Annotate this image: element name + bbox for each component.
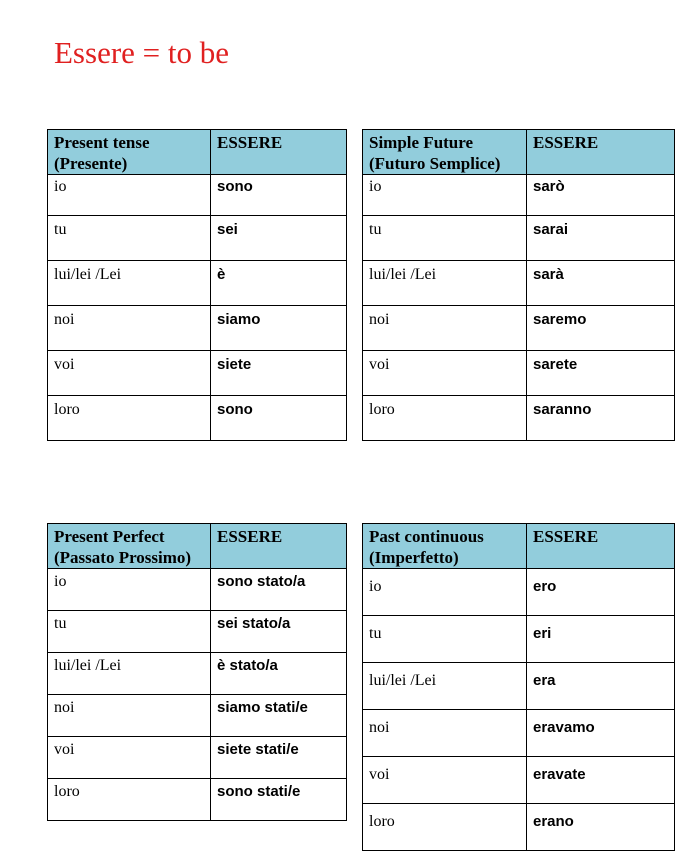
verb-form-cell: sono	[211, 396, 347, 441]
tense-name: Simple Future	[369, 133, 474, 152]
table-row	[363, 216, 675, 261]
table-row	[363, 175, 675, 216]
table-row	[363, 261, 675, 306]
verb-form-cell: eravamo	[527, 710, 675, 757]
verb-form-cell: sarai	[527, 216, 675, 261]
pronoun-cell: voi	[48, 737, 211, 779]
verb-form-cell: sono	[211, 175, 347, 216]
tense-italian-name: (Imperfetto)	[369, 548, 459, 567]
tense-header	[48, 524, 211, 569]
verb-form-cell: eravate	[527, 757, 675, 804]
table-row	[48, 653, 347, 695]
pronoun-cell: lui/lei /Lei	[48, 653, 211, 695]
past-continuous-table	[362, 523, 675, 851]
present-tense-table	[47, 129, 347, 441]
table-header-row	[48, 130, 347, 175]
tense-header	[363, 130, 527, 175]
table-header-row	[363, 524, 675, 569]
tense-italian-name: (Passato Prossimo)	[54, 548, 192, 567]
table-row	[48, 261, 347, 306]
table-row	[48, 216, 347, 261]
table-row	[48, 306, 347, 351]
verb-header: ESSERE	[527, 130, 675, 175]
verb-form-cell: eri	[527, 616, 675, 663]
pronoun-cell: lui/lei /Lei	[363, 261, 527, 306]
table-row	[48, 737, 347, 779]
table-row	[363, 804, 675, 851]
pronoun-cell: io	[48, 175, 211, 216]
pronoun-cell: loro	[48, 779, 211, 821]
verb-form-cell: saremo	[527, 306, 675, 351]
simple-future-table	[362, 129, 675, 441]
pronoun-cell: noi	[48, 695, 211, 737]
pronoun-cell: voi	[363, 351, 527, 396]
pronoun-cell: tu	[48, 216, 211, 261]
verb-form-cell: è	[211, 261, 347, 306]
table-row	[48, 396, 347, 441]
verb-form-cell: sarò	[527, 175, 675, 216]
table-row	[48, 175, 347, 216]
pronoun-cell: loro	[363, 804, 527, 851]
pronoun-cell: io	[363, 569, 527, 616]
table-row	[363, 396, 675, 441]
verb-header: ESSERE	[211, 130, 347, 175]
verb-form-cell: erano	[527, 804, 675, 851]
table-row	[363, 663, 675, 710]
present-perfect-table	[47, 523, 347, 821]
table-header-row	[363, 130, 675, 175]
tense-name: Present Perfect	[54, 527, 165, 546]
verb-form-cell: è stato/a	[211, 653, 347, 695]
tense-italian-name: (Futuro Semplice)	[369, 154, 501, 173]
pronoun-cell: tu	[363, 216, 527, 261]
table-row	[48, 695, 347, 737]
pronoun-cell: io	[48, 569, 211, 611]
table-header-row	[48, 524, 347, 569]
table-row	[48, 779, 347, 821]
pronoun-cell: loro	[48, 396, 211, 441]
table-row	[363, 569, 675, 616]
pronoun-cell: noi	[363, 306, 527, 351]
verb-form-cell: sono stati/e	[211, 779, 347, 821]
pronoun-cell: io	[363, 175, 527, 216]
pronoun-cell: loro	[363, 396, 527, 441]
verb-form-cell: sarà	[527, 261, 675, 306]
verb-form-cell: sarete	[527, 351, 675, 396]
verb-form-cell: siete	[211, 351, 347, 396]
verb-form-cell: siamo stati/e	[211, 695, 347, 737]
pronoun-cell: lui/lei /Lei	[48, 261, 211, 306]
table-row	[363, 757, 675, 804]
pronoun-cell: tu	[48, 611, 211, 653]
table-row	[48, 351, 347, 396]
tense-header	[48, 130, 211, 175]
pronoun-cell: tu	[363, 616, 527, 663]
verb-header: ESSERE	[211, 524, 347, 569]
tense-italian-name: (Presente)	[54, 154, 128, 173]
verb-header: ESSERE	[527, 524, 675, 569]
verb-form-cell: sono stato/a	[211, 569, 347, 611]
verb-form-cell: sei	[211, 216, 347, 261]
table-row	[363, 616, 675, 663]
table-row	[48, 611, 347, 653]
page-title: Essere = to be	[54, 35, 230, 70]
verb-form-cell: siamo	[211, 306, 347, 351]
tense-name: Present tense	[54, 133, 150, 152]
table-row	[363, 710, 675, 757]
tense-name: Past continuous	[369, 527, 484, 546]
tense-header	[363, 524, 527, 569]
table-row	[48, 569, 347, 611]
pronoun-cell: noi	[48, 306, 211, 351]
verb-form-cell: siete stati/e	[211, 737, 347, 779]
pronoun-cell: noi	[363, 710, 527, 757]
verb-form-cell: era	[527, 663, 675, 710]
table-row	[363, 306, 675, 351]
verb-form-cell: ero	[527, 569, 675, 616]
pronoun-cell: lui/lei /Lei	[363, 663, 527, 710]
verb-form-cell: sei stato/a	[211, 611, 347, 653]
verb-form-cell: saranno	[527, 396, 675, 441]
pronoun-cell: voi	[363, 757, 527, 804]
pronoun-cell: voi	[48, 351, 211, 396]
table-row	[363, 351, 675, 396]
